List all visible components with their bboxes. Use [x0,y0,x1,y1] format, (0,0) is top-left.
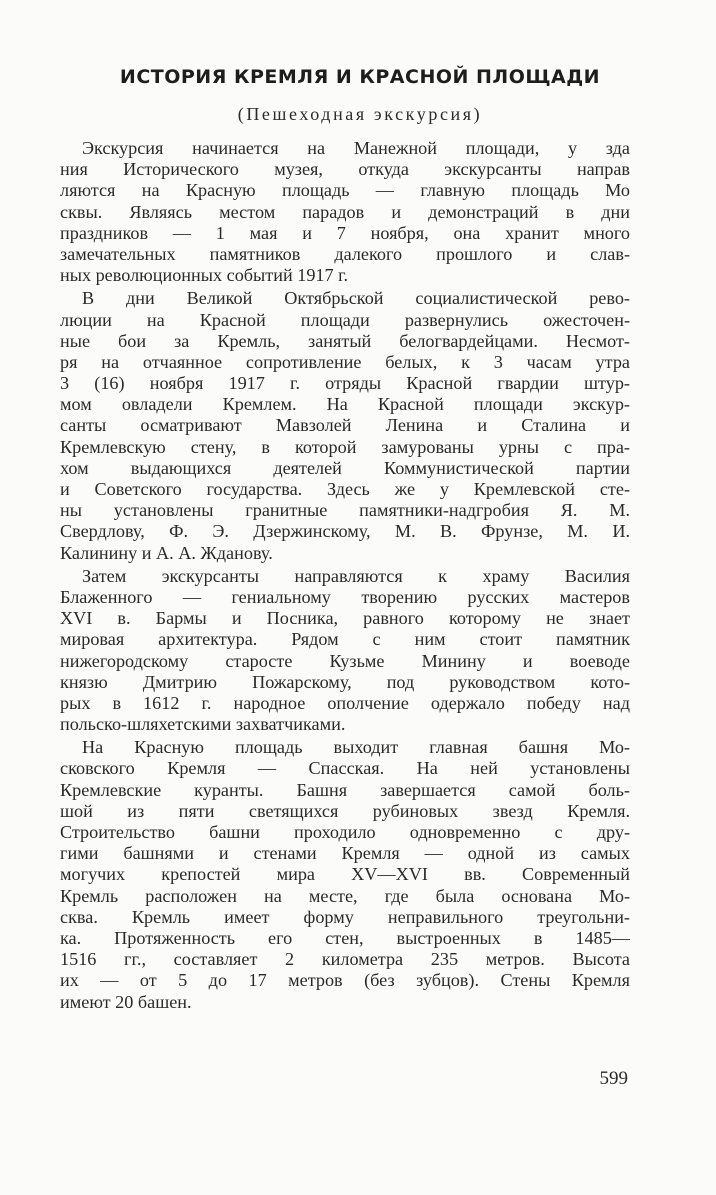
text-line: Свердлову, Ф. Э. Дзержинскому, М. В. Фрунзе, М. И. [60,521,630,542]
text-line: мом овладели Кремлем. На Красной площади экскур- [60,394,630,415]
text-line: сквы. Являясь местом парадов и демонстраций в дни [60,201,630,222]
text-line: ка. Протяженность его стен, выстроенных в 1485— [60,927,630,948]
text-line: польско-шляхетскими захватчиками. [60,714,346,735]
text-line: рых в 1612 г. народное ополчение одержало победу над [60,692,630,713]
page-title: ИСТОРИЯ КРЕМЛЯ И КРАСНОЙ ПЛОЩАДИ [119,66,601,88]
text-line: их — от 5 до 17 метров (без зубцов). Стены Кремля [60,970,630,991]
text-line: сковского Кремля — Спасская. На ней установлены [60,758,630,779]
text-line: князю Дмитрию Пожарскому, под руководством кото- [60,671,630,692]
text-line: 1516 гг., составляет 2 километра 235 метров. Высота [60,949,630,970]
text-line: На Красную площадь выходит главная башня Мо- [82,737,630,758]
text-line: люции на Красной площади развернулись ожесточен- [60,309,630,330]
text-line: могучих крепостей мира XV—XVI вв. Современный [60,864,630,885]
text-line: хом выдающихся деятелей Коммунистической партии [60,457,630,478]
text-line: и Советского государства. Здесь же у Кремлевской сте- [60,479,630,499]
text-line: ные бои за Кремль, занятый белогвардейцами. Несмот- [60,330,630,351]
text-line: XVI в. Бармы и Посника, равного которому не знает [60,608,630,629]
text-line: Строительство башни проходило одновременно с дру- [60,822,630,842]
text-line: Калинину и А. А. Жданову. [60,542,273,563]
paragraph [60,737,630,1012]
text-line: гими башнями и стенами Кремля — одной из самых [60,843,630,864]
page-number: 599 [599,1068,628,1089]
paragraph [60,566,630,736]
text-line: 3 (16) ноября 1917 г. отряды Красной гвардии штур- [60,373,630,394]
page-subtitle: (Пешеходная экскурсия) [237,104,483,124]
text-line: ляются на Красную площадь — главную площадь Мо [60,180,630,201]
text-line: санты осматривают Мавзолей Ленина и Сталина и [60,415,630,436]
text-line: нижегородскому старосте Кузьме Минину и воеводе [60,650,630,671]
paragraph [60,138,630,286]
text-line: Экскурсия начинается на Манежной площади, у зда [82,138,630,158]
body-text [60,138,630,1013]
text-line: ны установлены гранитные памятники-надгробия Я. М. [60,500,630,521]
text-line: мировая архитектура. Рядом с ним стоит памятник [60,629,630,650]
text-line: замечательных памятников далекого прошлого и слав- [60,243,630,264]
text-line: ря на отчаянное сопротивление белых, к 3 часам утра [60,351,630,372]
text-line: имеют 20 башен. [60,991,192,1012]
text-line: Затем экскурсанты направляются к храму Василия [82,565,630,586]
text-line: шой из пяти светящихся рубиновых звезд Кремля. [60,800,630,821]
paragraph [60,288,630,563]
text-line: Кремлевские куранты. Башня завершается самой боль- [60,779,630,800]
text-line: В дни Великой Октябрьской социалистической рево- [82,288,630,309]
text-line: праздников — 1 мая и 7 ноября, она хранит много [60,222,630,243]
text-line: Кремлевскую стену, в которой замурованы урны с пра- [60,436,630,457]
text-line: Кремль расположен на месте, где была основана Мо- [60,885,630,906]
text-line: ных революционных событий 1917 г. [60,265,349,286]
text-line: ния Исторического музея, откуда экскурсанты направ [60,159,630,180]
text-line: Блаженного — гениальному творению русских мастеров [60,586,630,607]
text-line: сква. Кремль имеет форму неправильного треугольни- [60,906,630,927]
